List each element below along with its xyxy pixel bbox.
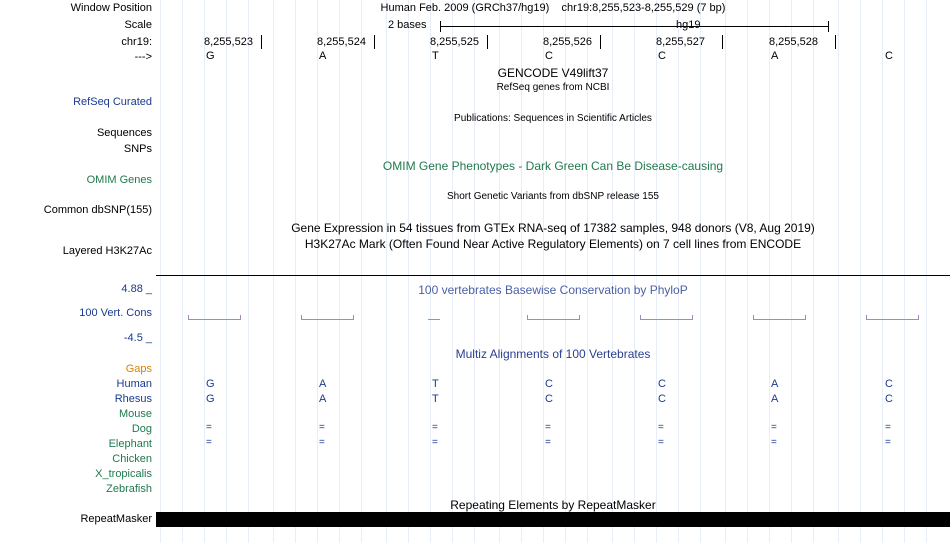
label-repeatmasker[interactable]: RepeatMasker — [80, 513, 152, 525]
label-species-chicken[interactable]: Chicken — [112, 453, 152, 465]
sequence-base: A — [771, 50, 779, 62]
ruler-tick-label: 8,255,528 — [769, 36, 818, 48]
alignment-base: G — [206, 393, 215, 405]
conservation-tick — [353, 315, 354, 320]
ruler-tick-label: 8,255,525 — [430, 36, 479, 48]
label-window-position: Window Position — [70, 2, 152, 14]
conservation-tick — [579, 315, 580, 320]
conservation-plot[interactable] — [156, 310, 950, 330]
sequence-base: C — [545, 50, 553, 62]
alignment-base: C — [658, 393, 666, 405]
conservation-tick — [640, 315, 641, 320]
label-species-elephant[interactable]: Elephant — [108, 438, 152, 450]
alignment-base: A — [771, 393, 779, 405]
ruler-tick-label: 8,255,526 — [543, 36, 592, 48]
label-species-rhesus[interactable]: Rhesus — [114, 393, 152, 405]
track-label-column — [0, 0, 156, 543]
conservation-bar — [301, 319, 353, 320]
alignment-base: C — [545, 378, 553, 390]
alignment-row-elephant: = = = = = = = — [206, 437, 891, 448]
alignment-base: G — [206, 378, 215, 390]
label-layered-h3k27ac[interactable]: Layered H3K27Ac — [62, 245, 152, 257]
ruler-tick-mark — [487, 35, 488, 49]
label-refseq-curated[interactable]: RefSeq Curated — [73, 96, 152, 108]
conservation-tick — [188, 315, 189, 320]
label-strand-arrow: ---> — [134, 51, 152, 63]
label-cons-max: 4.88 _ — [121, 283, 152, 295]
alignment-base: T — [432, 393, 439, 405]
conservation-bar — [428, 319, 440, 320]
coordinate-label: chr19:8,255,523-8,255,529 (7 bp) — [561, 2, 726, 14]
conservation-bar — [527, 319, 579, 320]
label-species-human[interactable]: Human — [116, 378, 152, 390]
alignment-base: C — [658, 378, 666, 390]
conservation-tick — [866, 315, 867, 320]
alignment-base: A — [771, 378, 779, 390]
repeatmasker-block[interactable] — [156, 512, 950, 527]
conservation-tick — [301, 315, 302, 320]
ruler-tick-label: 8,255,523 — [204, 36, 253, 48]
alignment-base: C — [885, 378, 893, 390]
conservation-bar — [866, 319, 918, 320]
repeatmasker-track-title[interactable]: Repeating Elements by RepeatMasker — [450, 498, 656, 512]
alignment-row-human — [156, 378, 950, 392]
label-cons-min: -4.5 _ — [123, 332, 152, 344]
ruler-tick-label: 8,255,524 — [317, 36, 366, 48]
alignment-base: T — [432, 378, 439, 390]
sequence-base: C — [885, 50, 893, 62]
dbsnp-track-title[interactable]: Short Genetic Variants from dbSNP release 155 — [447, 191, 659, 202]
label-species-mouse[interactable]: Mouse — [118, 408, 152, 420]
conservation-bar — [640, 319, 692, 320]
ruler-row — [156, 36, 950, 50]
gtex-track-title[interactable]: Gene Expression in 54 tissues from GTEx RNA-seq of 17382 samples, 948 donors (V8, Aug 2019) — [291, 221, 815, 235]
ruler-tick-mark — [722, 35, 723, 49]
label-species-dog[interactable]: Dog — [131, 423, 152, 435]
sequence-row — [156, 50, 950, 64]
alignment-base: C — [885, 393, 893, 405]
label-snps[interactable]: SNPs — [123, 143, 152, 155]
ruler-tick-mark — [261, 35, 262, 49]
ruler-tick-mark — [600, 35, 601, 49]
scale-bar-line — [440, 26, 829, 27]
h3k27ac-track-title[interactable]: H3K27Ac Mark (Often Found Near Active Regulatory Elements) on 7 cell lines from ENCODE — [304, 237, 802, 251]
label-omim-genes[interactable]: OMIM Genes — [86, 174, 152, 186]
conservation-bar — [188, 319, 240, 320]
gencode-track-title[interactable]: GENCODE V49lift37 — [497, 66, 609, 80]
scale-bar-end-left — [440, 21, 441, 32]
label-cons-track[interactable]: 100 Vert. Cons — [79, 307, 152, 319]
ruler-tick-mark — [374, 35, 375, 49]
label-chrom: chr19: — [121, 36, 152, 48]
assembly-short-label: hg19 — [676, 19, 701, 31]
ruler-tick-label: 8,255,527 — [656, 36, 705, 48]
label-sequences[interactable]: Sequences — [96, 127, 152, 139]
conservation-tick — [753, 315, 754, 320]
conservation-tick — [918, 315, 919, 320]
label-gaps[interactable]: Gaps — [125, 363, 152, 375]
ruler-tick-mark — [835, 35, 836, 49]
alignment-base: C — [545, 393, 553, 405]
label-species-zebrafish[interactable]: Zebrafish — [106, 483, 152, 495]
label-common-dbsnp[interactable]: Common dbSNP(155) — [43, 204, 152, 216]
omim-track-title[interactable]: OMIM Gene Phenotypes - Dark Green Can Be Disease-causing — [382, 159, 724, 173]
multiz-track-title[interactable]: Multiz Alignments of 100 Vertebrates — [455, 347, 651, 361]
conservation-tick — [805, 315, 806, 320]
conservation-bar — [753, 319, 805, 320]
alignment-row-dog: = = = = = = = — [206, 422, 891, 433]
publications-track-title[interactable]: Publications: Sequences in Scientific Articles — [454, 113, 652, 124]
refseq-track-subtitle[interactable]: RefSeq genes from NCBI — [496, 82, 610, 93]
scale-bar-end-right — [828, 21, 829, 32]
track-separator — [156, 275, 950, 276]
label-species-xtropicalis[interactable]: X_tropicalis — [95, 468, 152, 480]
phylop-track-title[interactable]: 100 vertebrates Basewise Conservation by PhyloP — [418, 283, 688, 297]
track-image-area[interactable] — [156, 0, 950, 543]
conservation-tick — [240, 315, 241, 320]
sequence-base: A — [319, 50, 327, 62]
scale-bar-text: 2 bases — [388, 19, 427, 31]
alignment-base: A — [319, 393, 327, 405]
conservation-tick — [692, 315, 693, 320]
label-scale: Scale — [124, 19, 152, 31]
alignment-row-rhesus — [156, 393, 950, 407]
alignment-base: A — [319, 378, 327, 390]
sequence-base: G — [206, 50, 215, 62]
scale-bar-row — [156, 19, 950, 32]
sequence-base: C — [658, 50, 666, 62]
assembly-label: Human Feb. 2009 (GRCh37/hg19) — [380, 2, 550, 14]
sequence-base: T — [432, 50, 439, 62]
conservation-tick — [527, 315, 528, 320]
window-position-text — [156, 2, 950, 14]
